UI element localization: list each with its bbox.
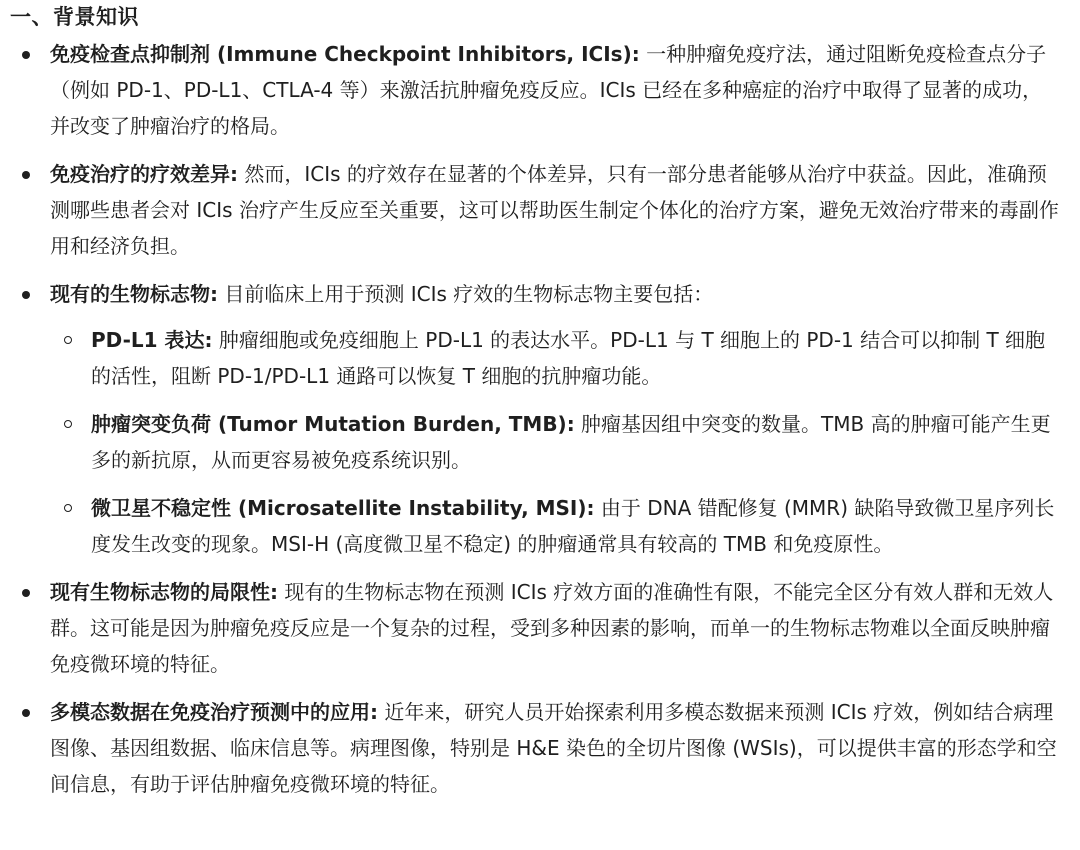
item-text: 目前临床上用于预测 ICIs 疗效的生物标志物主要包括： xyxy=(218,282,714,306)
section-heading: 一、背景知识 xyxy=(10,5,139,29)
list-item-efficacy-variation xyxy=(10,156,1060,264)
sub-item-msi xyxy=(50,490,1060,562)
sub-item-title: 微卫星不稳定性 (Microsatellite Instability, MSI): xyxy=(91,496,595,520)
sub-item-text: 由于 DNA 错配修复 (MMR) 缺陷导致微卫星序列长度发生改变的现象。MSI-H (高度微卫星不稳定) 的肿瘤通常具有较高的 TMB 和免疫原性。 xyxy=(91,496,1055,556)
item-title: 现有生物标志物的局限性: xyxy=(50,580,278,604)
bullet-icon xyxy=(22,709,30,717)
background-list xyxy=(10,36,1060,802)
sub-item-title: PD-L1 表达: xyxy=(91,328,213,352)
hollow-bullet-icon xyxy=(64,420,72,428)
hollow-bullet-icon xyxy=(64,336,72,344)
item-title: 多模态数据在免疫治疗预测中的应用: xyxy=(50,700,378,724)
bullet-icon xyxy=(22,291,30,299)
sub-item-text: 肿瘤细胞或免疫细胞上 PD-L1 的表达水平。PD-L1 与 T 细胞上的 PD-1 结合可以抑制 T 细胞的活性，阻断 PD-1/PD-L1 通路可以恢复 T 细胞的抗肿瘤功能。 xyxy=(91,328,1046,388)
list-item-ici-definition xyxy=(10,36,1060,144)
sub-item-tmb xyxy=(50,406,1060,478)
list-item-existing-biomarkers xyxy=(10,276,1060,562)
item-title: 免疫检查点抑制剂 (Immune Checkpoint Inhibitors, ICIs): xyxy=(50,42,640,66)
bullet-icon xyxy=(22,589,30,597)
item-text: 现有的生物标志物在预测 ICIs 疗效方面的准确性有限，不能完全区分有效人群和无效人群。这可能是因为肿瘤免疫反应是一个复杂的过程，受到多种因素的影响，而单一的生物标志物难以全面反映肿瘤免疫微环境的特征。 xyxy=(50,580,1054,676)
bullet-icon xyxy=(22,171,30,179)
hollow-bullet-icon xyxy=(64,504,72,512)
biomarker-sublist xyxy=(50,322,1060,562)
item-text: 一种肿瘤免疫疗法，通过阻断免疫检查点分子（例如 PD-1、PD-L1、CTLA-4 等）来激活抗肿瘤免疫反应。ICIs 已经在多种癌症的治疗中取得了显著的成功，并改变了肿瘤治疗的格局。 xyxy=(50,42,1047,138)
item-text: 然而，ICIs 的疗效存在显著的个体差异，只有一部分患者能够从治疗中获益。因此，准确预测哪些患者会对 ICIs 治疗产生反应至关重要，这可以帮助医生制定个体化的治疗方案，避免无效治疗带来的毒副作用和经济负担。 xyxy=(50,162,1059,258)
item-title: 免疫治疗的疗效差异: xyxy=(50,162,238,186)
item-text: 近年来，研究人员开始探索利用多模态数据来预测 ICIs 疗效，例如结合病理图像、基因组数据、临床信息等。病理图像，特别是 H&E 染色的全切片图像 (WSIs)，可以提供丰富的形态学和空间信息，有助于评估肿瘤免疫微环境的特征。 xyxy=(50,700,1057,796)
list-item-biomarker-limitations xyxy=(10,574,1060,682)
sub-item-pd-l1 xyxy=(50,322,1060,394)
sub-item-title: 肿瘤突变负荷 (Tumor Mutation Burden, TMB): xyxy=(91,412,575,436)
item-title: 现有的生物标志物: xyxy=(50,282,218,306)
sub-item-text: 肿瘤基因组中突变的数量。TMB 高的肿瘤可能产生更多的新抗原，从而更容易被免疫系统识别。 xyxy=(91,412,1051,472)
bullet-icon xyxy=(22,51,30,59)
list-item-multimodal-data xyxy=(10,694,1060,802)
